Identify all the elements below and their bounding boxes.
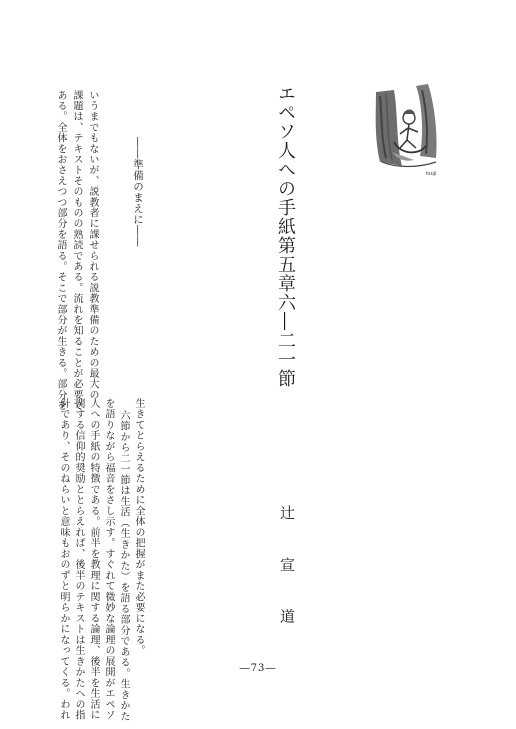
artist-signature: tsuji bbox=[426, 171, 437, 177]
body-text-line: 六節から二一節は生活（生きかた）を語る部分である。生きかた bbox=[118, 410, 129, 722]
intro-text-line: 課題は、テキストそのものの熟読である。流れを知ることが必要で bbox=[71, 90, 82, 411]
body-text-line: 針であり、そのねらいと意味もおのずと明らかになってくる。われ bbox=[58, 398, 69, 721]
body-text-line: 生きてとらえるために全体の把握がまた必要になる。 bbox=[133, 398, 144, 656]
body-text-line: を語りながら福音をさし示す。すぐれて微妙な論理の展開がエペソ bbox=[103, 398, 114, 721]
author-name: 辻 宣 道 bbox=[278, 505, 296, 640]
illustration-figure bbox=[372, 82, 444, 178]
section-subheading: ――準備のまえに―― bbox=[132, 137, 144, 247]
page-number: ―73― bbox=[239, 663, 277, 674]
body-text-line: 関する信仰的奨励ととらえれば、後半のテキストは生きかたへの指 bbox=[73, 398, 84, 721]
body-text-line: 人への手紙の特徴である。前半を教理に関する論理、後半を生活に bbox=[88, 398, 99, 721]
intro-text-line: いうまでもないが、説教者に課せられる説教準備のための最大の bbox=[87, 90, 98, 401]
intro-text-line: ある。全体をおさえつつ部分を語る。そこで部分が生きる。部分を bbox=[55, 90, 66, 411]
article-title: エペソ人への手紙第五章六―二一節 bbox=[275, 84, 296, 388]
